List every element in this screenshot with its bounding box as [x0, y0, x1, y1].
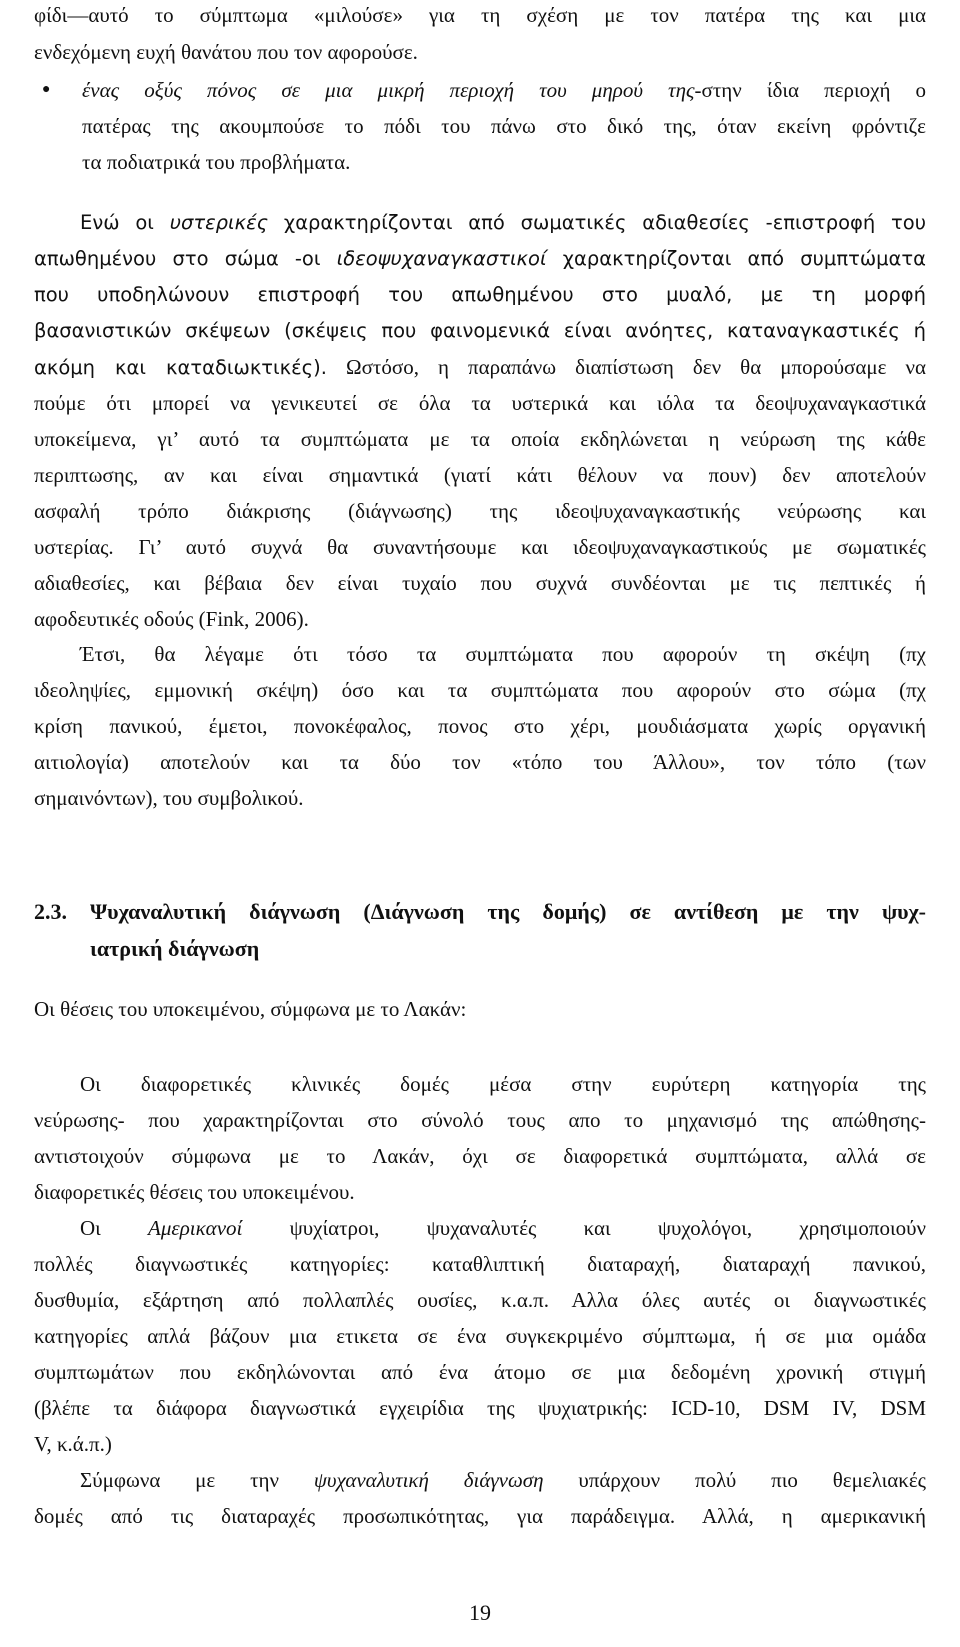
- paragraph-line: [34, 353, 926, 382]
- paragraph-line: [80, 209, 926, 237]
- italic-term: Αμερικανοί: [148, 1216, 243, 1240]
- text-span: -στην ίδια περιοχή ο: [694, 78, 927, 102]
- section-title: Ψυχαναλυτική διάγνωση (Διάγνωση της δομής) σε αντίθεση με την ψυχ-: [90, 899, 926, 924]
- paragraph-line: πολλές διαγνωστικές κατηγορίες: καταθλιπτική διαταραχή, διαταραχή πανικού,: [34, 1252, 926, 1276]
- paragraph-line: αιτιολογία) αποτελούν και τα δύο τον «τόπο του Άλλου», τον τόπο (των: [34, 750, 926, 774]
- paragraph-line: σημαινόντων), του συμβολικού.: [34, 786, 304, 810]
- text-span: ψυχίατροι, ψυχαναλυτές και ψυχολόγοι, χρησιμοποιούν: [242, 1216, 926, 1240]
- paragraph-line: [80, 1214, 926, 1242]
- paragraph-line: κατηγορίες απλά βάζουν μια ετικετα σε ένα συγκεκριμένο σύμπτωμα, ή σε μια ομάδα: [34, 1324, 926, 1348]
- italic-term: υστερικές: [169, 211, 269, 234]
- paragraph-line: νεύρωσης- που χαρακτηρίζονται στο σύνολό τους απο το μηχανισμό της απώθησης-: [34, 1108, 926, 1132]
- text-span: υπάρχουν πολύ πιο θεμελιακές: [543, 1468, 926, 1492]
- paragraph-line: συμπτωμάτων που εκδηλώνονται από ένα άτομο σε μια δεδομένη χρονική στιγμή: [34, 1360, 926, 1384]
- paragraph-line: (βλέπε τα διάφορα διαγνωστικά εγχειρίδια της ψυχιατρικής: ICD-10, DSM IV, DSM: [34, 1396, 926, 1420]
- paragraph-line: υστερίας. Γι’ αυτό συχνά θα συναντήσουμε και ιδεοψυχαναγκαστικούς με σωματικές: [34, 535, 926, 559]
- paragraph-line: βασανιστικών σκέψεων (σκέψεις που φαινομενικά είναι ανόητες, καταναγκαστικές ή: [34, 319, 926, 342]
- italic-term: ιδεοψυχαναγκαστικοί: [336, 247, 547, 270]
- section-number: 2.3.: [34, 899, 67, 924]
- paragraph-line: Έτσι, θα λέγαμε ότι τόσο τα συμπτώματα που αφορούν τη σκέψη (πχ: [80, 642, 926, 666]
- text-line: φίδι—αυτό το σύμπτωμα «μιλούσε» για τη σχέση με τον πατέρα της και μια: [34, 3, 926, 27]
- paragraph-line: διαφορετικές θέσεις του υποκειμένου.: [34, 1180, 355, 1204]
- bullet-line: τα ποδιατρικά του προβλήματα.: [82, 150, 351, 174]
- text-span: χαρακτηρίζονται από σωματικές αδιαθεσίες -επιστροφή του: [268, 211, 927, 234]
- paragraph-line: [80, 1466, 926, 1494]
- bullet-icon: ●: [42, 82, 51, 97]
- paragraph-line: υποκείμενα, γι’ αυτό τα συμπτώματα με τα οποία εκδηλώνεται η νεύρωση της κάθε: [34, 427, 926, 451]
- text-span: ακόμη και καταδιωκτικές).: [34, 356, 327, 379]
- paragraph-line: V, κ.ά.π.): [34, 1432, 112, 1456]
- subtitle: Οι θέσεις του υποκειμένου, σύμφωνα με το Λακάν:: [34, 997, 467, 1021]
- paragraph-line: ασφαλή τρόπο διάκρισης (διάγνωσης) της ιδεοψυχαναγκαστικής νεύρωσης και: [34, 499, 926, 523]
- paragraph-line: που υποδηλώνουν επιστροφή του απωθημένου στο μυαλό, με τη μορφή: [34, 283, 926, 306]
- paragraph-line: πούμε ότι μπορεί να γενικευτεί σε όλα τα υστερικά και ιόλα τα δεοψυχαναγκαστικά: [34, 391, 926, 415]
- paragraph-line: ιδεοληψίες, εμμονική σκέψη) όσο και τα συμπτώματα που αφορούν στο σώμα (πχ: [34, 678, 926, 702]
- section-title: ιατρική διάγνωση: [90, 936, 260, 961]
- italic-phrase: ένας οξύς πόνος σε μια μικρή περιοχή του μηρού της: [82, 78, 695, 102]
- paragraph-line: κρίση πανικού, έμετοι, πονοκέφαλος, πονος στο χέρι, μουδιάσματα χωρίς οργανική: [34, 714, 926, 738]
- paragraph-line: [34, 245, 926, 273]
- bullet-line: [82, 76, 926, 104]
- text-span: χαρακτηρίζονται από συμπτώματα: [546, 247, 926, 270]
- text-span: Ωστόσο, η παραπάνω διαπίστωση δεν θα μπορούσαμε να: [326, 355, 926, 379]
- text-span: Οι: [80, 1216, 149, 1240]
- text-line: ενδεχόμενη ευχή θανάτου που τον αφορούσε.: [34, 40, 418, 64]
- paragraph-line: αφοδευτικές οδούς (Fink, 2006).: [34, 607, 309, 631]
- paragraph-line: περιπτωσης, αν και είναι σημαντικά (γιατί κάτι θέλουν να πουν) δεν αποτελούν: [34, 463, 926, 487]
- paragraph-line: δομές από τις διαταραχές προσωπικότητας, για παράδειγμα. Αλλά, η αμερικανική: [34, 1504, 926, 1528]
- paragraph-line: αντιστοιχούν σύμφωνα με το Λακάν, όχι σε διαφορετικά συμπτώματα, αλλά σε: [34, 1144, 926, 1168]
- bullet-line: πατέρας της ακουμπούσε το πόδι του πάνω στο δικό της, όταν εκείνη φρόντιζε: [82, 114, 926, 138]
- text-span: Σύμφωνα με την: [80, 1468, 314, 1492]
- paragraph-line: δυσθυμία, εξάρτηση από πολλαπλές ουσίες, κ.α.π. Αλλα όλες αυτές οι διαγνωστικές: [34, 1288, 926, 1312]
- italic-term: ψυχαναλυτική διάγνωση: [313, 1468, 544, 1492]
- text-span: Ενώ οι: [80, 211, 170, 234]
- paragraph-line: Οι διαφορετικές κλινικές δομές μέσα στην ευρύτερη κατηγορία της: [80, 1072, 926, 1096]
- paragraph-line: αδιαθεσίες, και βέβαια δεν είναι τυχαίο που συχνά συνδέονται με τις πεπτικές ή: [34, 571, 926, 595]
- text-span: απωθημένου στο σώμα -οι: [34, 247, 337, 270]
- page-number: 19: [469, 1600, 491, 1625]
